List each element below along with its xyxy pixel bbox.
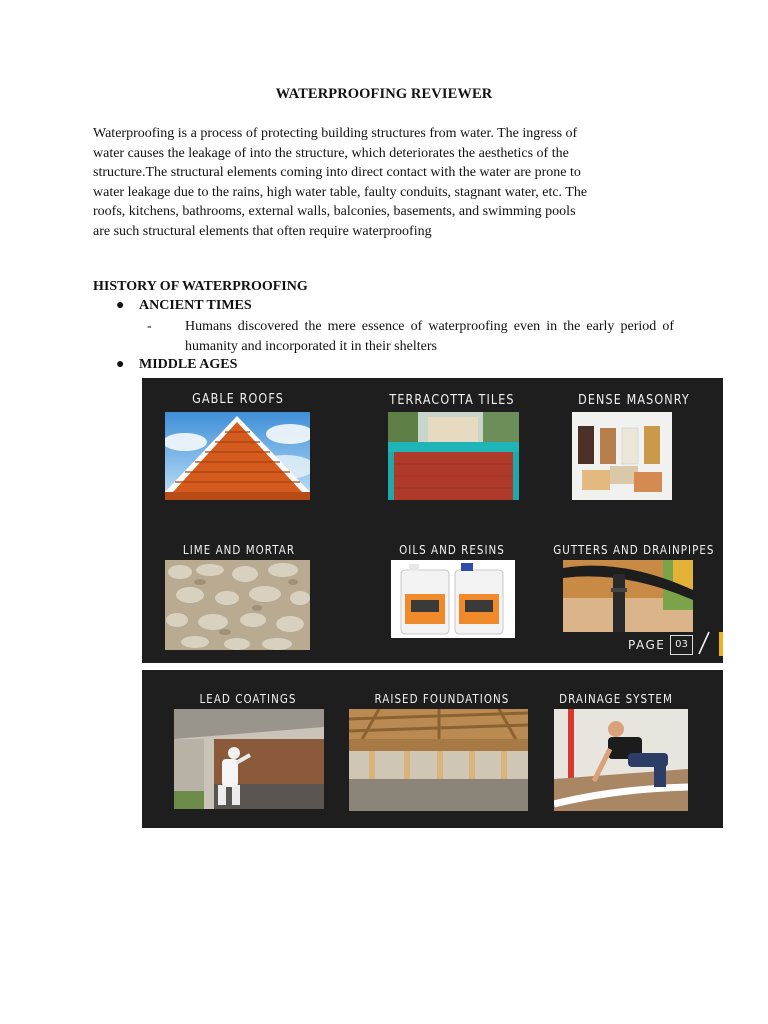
lead-coatings-image — [174, 709, 324, 809]
gable-roof-image — [165, 412, 310, 500]
drainage-system-image — [554, 709, 688, 811]
tile-label-gable-roofs: GABLE ROOFS — [192, 392, 284, 407]
document-title: WATERPROOFING REVIEWER — [275, 86, 493, 102]
bullet-marker: ● — [116, 357, 125, 372]
page-label: PAGE — [628, 638, 666, 652]
ancient-times-subitem — [147, 317, 674, 356]
gutters-and-drainpipes-image — [563, 560, 693, 632]
bullet-middle-ages — [116, 357, 237, 373]
oils-and-resins-image — [391, 560, 515, 638]
subitem-text: Humans discovered the mere essence of waterproofing even in the early period of humanity and incorporated it in their shelters — [185, 319, 674, 354]
bullet-label: MIDDLE AGES — [139, 357, 238, 372]
bullet-ancient-times — [116, 298, 252, 314]
tile-label-lead-coatings: LEAD COATINGS — [199, 692, 297, 706]
slide-middle-ages-1 — [142, 378, 723, 663]
bullet-marker: ● — [116, 298, 125, 313]
bullet-label: ANCIENT TIMES — [139, 298, 252, 313]
tile-label-oils-and-resins: OILS AND RESINS — [399, 543, 505, 557]
slide-middle-ages-2 — [142, 670, 723, 828]
intro-paragraph: Waterproofing is a process of protecting building structures from water. The ingress of water causes the leakage of into the structure, which deteriorates the aesthetics of the structure.The structural elements coming into direct contact with the water are prone to water leakage due to the rains, high water table, faulty conduits, stagnant water, etc. The roofs, kitchens, bathrooms, external walls, balconies, basements, and swimming pools are such structural elements that often require waterproofing — [93, 126, 588, 239]
tile-label-lime-and-mortar: LIME AND MORTAR — [182, 543, 296, 557]
section-heading-history: HISTORY OF WATERPROOFING — [93, 279, 308, 294]
page-number: 03 — [670, 635, 693, 655]
accent-bar — [719, 632, 723, 656]
raised-foundations-image — [349, 709, 528, 811]
lime-and-mortar-image — [165, 560, 310, 650]
tile-label-raised-foundations: RAISED FOUNDATIONS — [374, 692, 510, 706]
tile-label-dense-masonry: DENSE MASONRY — [578, 393, 690, 408]
dense-masonry-image — [572, 412, 672, 500]
dash-marker: - — [147, 319, 152, 334]
terracotta-tiles-image — [388, 412, 519, 500]
tile-label-gutters-and-drainpipes: GUTTERS AND DRAINPIPES — [553, 543, 715, 557]
slash-icon — [697, 630, 711, 656]
tile-label-drainage-system: DRAINAGE SYSTEM — [559, 692, 673, 706]
tile-label-terracotta-tiles: TERRACOTTA TILES — [389, 393, 515, 408]
